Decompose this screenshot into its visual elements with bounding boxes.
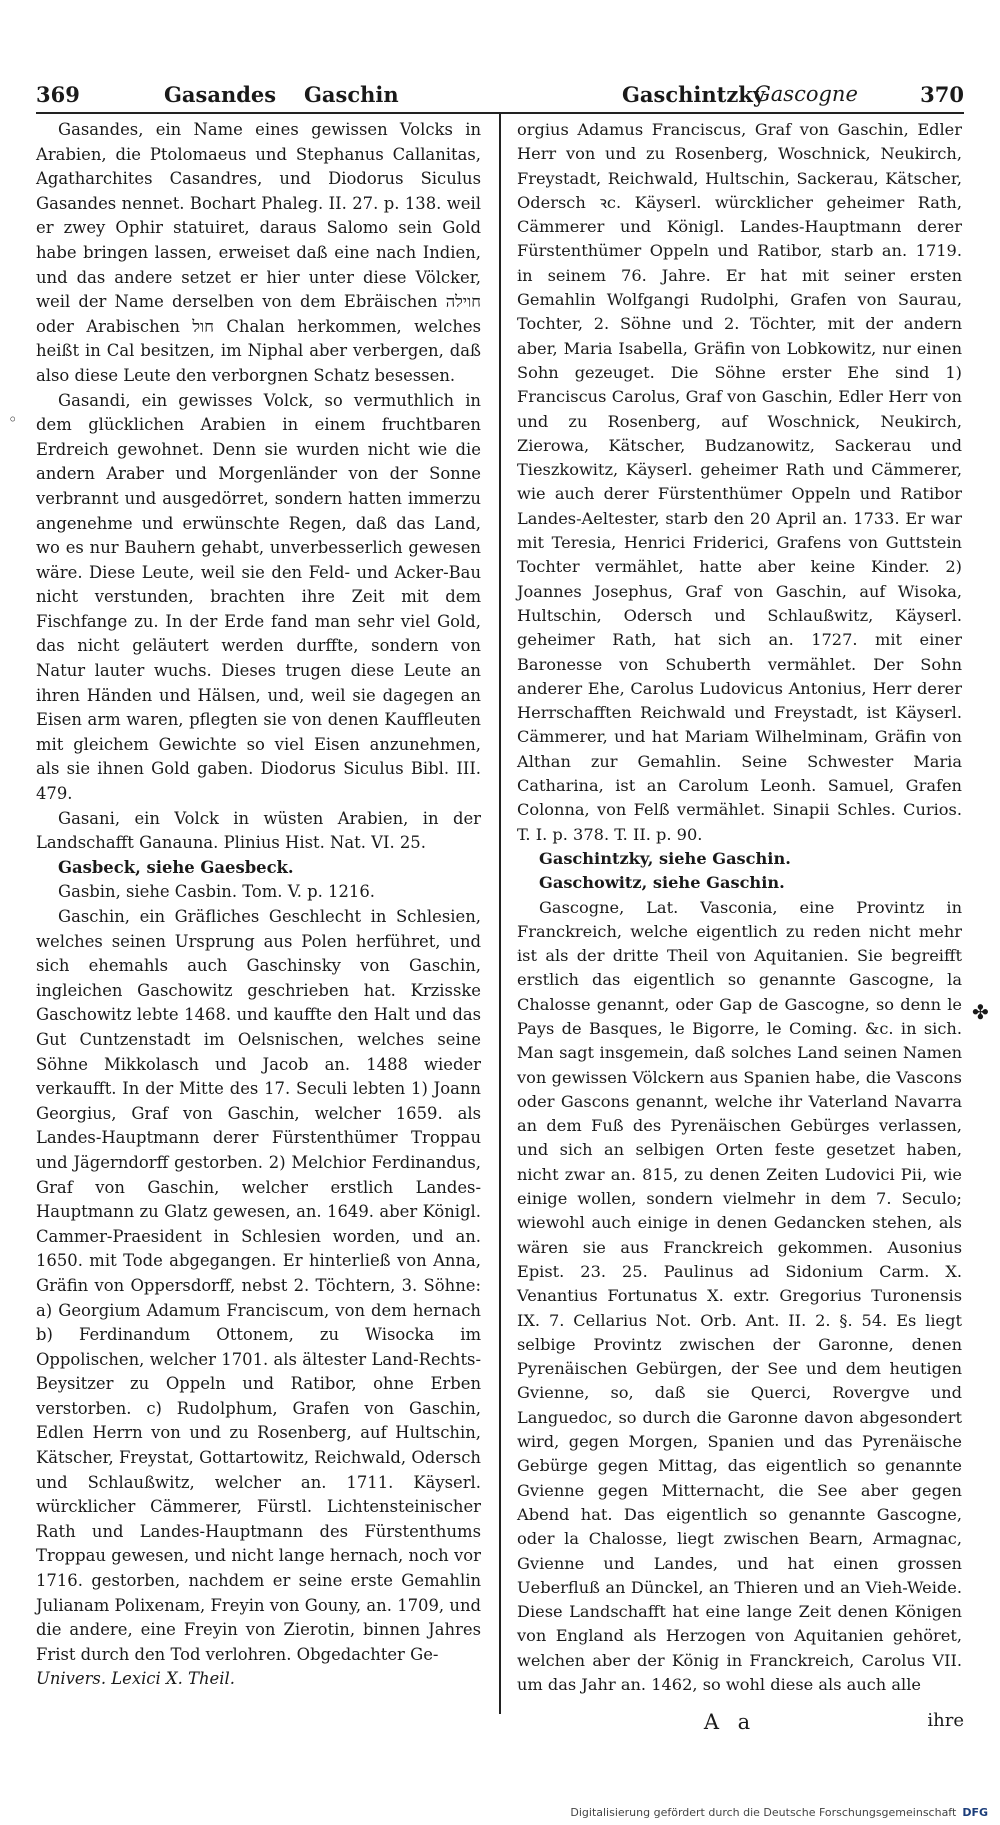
- volume-footer: Univers. Lexici X. Theil.: [36, 1669, 235, 1689]
- right-column: [517, 118, 962, 1718]
- entry-gaschintzky: Gaschintzky, siehe Gaschin.: [539, 848, 791, 868]
- entry-gasbin: Gasbin, siehe Casbin. Tom. V. p. 1216.: [58, 882, 375, 902]
- header-catchword-right-1: Gaschintzky: [622, 82, 766, 107]
- signature-mark: A a: [703, 1710, 757, 1734]
- digitization-note: Digitalisierung gefördert durch die Deutsche Forschungsgemeinschaft: [570, 1805, 957, 1819]
- margin-flourish-icon: ✤: [972, 1000, 989, 1024]
- entry-gaschin: Gaschin, ein Gräfliches Geschlecht in Schlesien, welches seinen Ursprung aus Polen herführet, und sich ehemahls auch Gaschinsky von Gaschin, ingleichen Gaschowitz geschrieben hat. Krzisske Gaschowitz lebte 1468. und kauffte den Halt und das Gut Cuntzenstadt im Oelsnischen, welches seine Söhne Mikkolasch und Jacob an. 1488 wieder verkaufft. In der Mitte des 17. Seculi lebten 1) Joann Georgius, Graf von Gaschin, welcher 1659. als Landes-Hauptmann derer Fürstenthümer Troppau und Jägerndorff gestorben. 2) Melchior Ferdinandus, Graf von Gaschin, welcher erstlich Landes-Hauptmann zu Glatz gewesen, an. 1649. aber Königl. Cammer-Praesident in Schlesien worden, und an. 1650. mit Tode abgegangen. Er hinterließ von Anna, Gräfin von Oppersdorff, nebst 2. Töchtern, 3. Söhne: a) Georgium Adamum Franciscum, von dem hernach b) Ferdinandum Ottonem, zu Wisocka im Oppolischen, welcher 1701. als ältester Land-Rechts-Beysitzer zu Oppeln und Ratibor, ohne Erben verstorben. c) Rudolphum, Grafen von Gaschin, Edlen Herrn von und zu Rosenberg, auf Hultschin, Kätscher, Freystat, Gottartowitz, Reichwald, Odersch und Schlaußwitz, welcher an. 1711. Käyserl. würcklicher Cämmerer, Fürstl. Lichtensteinischer Rath und Landes-Hauptmann des Fürstenthums Troppau gewesen, und nicht lange hernach, noch vor 1716. gestorben, nachdem er seine erste Gemahlin Julianam Polixenam, Freyin von Gouny, an. 1709, und die andere, eine Freyin von Zierotin, binnen Jahres Frist durch den Tod verlohren. Obgedachter Ge-: [36, 907, 481, 1664]
- page-number-left: 369: [36, 82, 80, 107]
- header-catchword-left-1: Gasandes: [164, 82, 277, 107]
- digitization-footer: [570, 1804, 988, 1820]
- entry-gasandi: Gasandi, ein gewisses Volck, so vermuthlich in dem glücklichen Arabien in einem fruchtbaren Erdreich gewohnet. Denn sie wurden nicht wie die andern Araber und Morgenländer von der Sonne verbrannt und ausgedörret, sondern hatten immerzu angenehme und erwünschte Regen, daß das Land, wo es nur Bauhern gehabt, unverbesserlich gewesen wäre. Diese Leute, weil sie den Feld- und Acker-Bau nicht verstunden, brachten ihre Zeit mit dem Fischfange zu. In der Erde fand man sehr viel Gold, das nicht geläutert werden durffte, sondern von Natur lauter wuchs. Dieses trugen diese Leute an ihren Händen und Hälsen, und, weil sie dagegen an Eisen arm waren, pflegten sie von denen Kauffleuten mit gleichem Gewichte so viel Eisen anzunehmen, als sie ihnen Gold gaben. Diodorus Siculus Bibl. III. 479.: [36, 390, 481, 804]
- header-catchword-right-2: Gascogne: [754, 82, 858, 106]
- entry-gascogne: Gascogne, Lat. Vasconia, eine Provintz in Franckreich, welche eigentlich zu reden nicht mehr ist als der dritte Theil von Aquitanien. Sie begreifft erstlich das eigentlich so genannte Gascogne, la Chalosse genannt, oder Gap de Gascogne, so denn le Pays de Basques, le Bigorre, le Coming. &c. in sich. Man sagt insgemein, daß solches Land seinen Namen von gewissen Völckern aus Spanien habe, die Vascons oder Gascons genannt, welche ihr Vaterland Navarra an dem Fuß des Pyrenäischen Gebürges verlassen, und sich an selbigen Orten feste gesetzet haben, nicht zwar an. 815, zu denen Zeiten Ludovici Pii, wie einige wollen, sondern vielmehr in dem 7. Seculo; wiewohl auch einige in denen Gedancken stehen, als wären sie aus Franckreich gekommen. Ausonius Epist. 23. 25. Paulinus ad Sidonium Carm. X. Venantius Fortunatus X. extr. Gregorius Turonensis IX. 7. Cellarius Not. Orb. Ant. II. 2. §. 54. Es liegt selbige Provintz zwischen der Garonne, denen Pyrenäischen Gebürgen, der See und dem heutigen Gvienne, so, daß sie Querci, Rovergve und Languedoc, so durch die Garonne davon abgesondert wird, gegen Morgen, Spanien und das Pyrenäische Gebürge gegen Mittag, das eigentlich so genannte Gvienne gegen Mitternacht, die See aber gegen Abend hat. Das eigentlich so genannte Gascogne, oder la Chalosse, liegt zwischen Bearn, Armagnac, Gvienne und Landes, und hat einen grossen Ueberfluß an Dünckel, an Thieren und an Vieh-Weide. Diese Landschafft hat eine lange Zeit denen Königen von England als Herzogen von Aquitanien gehöret, welchen aber der König in Franckreich, Carolus VII. um das Jahr an. 1462, so wohl diese als auch alle: [517, 897, 962, 1694]
- left-column: [36, 118, 481, 1718]
- margin-mark-icon: ◦: [8, 410, 18, 429]
- entry-gasandes: Gasandes, ein Name eines gewissen Volcks in Arabien, die Ptolomaeus und Stephanus Callanitas, Agatharchites Casandres, und Diodorus Siculus Gasandes nennet. Bochart Phaleg. II. 27. p. 138. weil er zwey Ophir statuiret, daraus Salomo sein Gold habe bringen lassen, erweiset daß eine nach Indien, und das andere setzet er hier unter diese Völcker, weil der Name derselben von dem Ebräischen חוילה oder Arabischen חול Chalan herkommen, welches heißt in Cal besitzen, im Niphal aber verbergen, daß also diese Leute den verborgnen Schatz besessen.: [36, 120, 481, 385]
- entry-gaschin-continued: orgius Adamus Franciscus, Graf von Gaschin, Edler Herr von und zu Rosenberg, Woschnick, Neukirch, Freystadt, Reichwald, Hultschin, Sackerau, Kätscher, Odersch ꝛc. Käyserl. würcklicher geheimer Rath, Cämmerer und Königl. Landes-Hauptmann derer Fürstenthümer Oppeln und Ratibor, starb an. 1719. in seinem 76. Jahre. Er hat mit seiner ersten Gemahlin Wolfgangi Rudolphi, Grafen von Saurau, Tochter, 2. Söhne und 2. Töchter, mit der andern aber, Maria Isabella, Gräfin von Lobkowitz, nur einen Sohn gezeuget. Die Söhne erster Ehe sind 1) Franciscus Carolus, Graf von Gaschin, Edler Herr von und zu Rosenberg, auf Woschnick, Neukirch, Zierowa, Kätscher, Budzanowitz, Sackerau und Tieszkowitz, Käyserl. geheimer Rath und Cämmerer, wie auch derer Fürstenthümer Oppeln und Ratibor Landes-Aeltester, starb den 20 April an. 1733. Er war mit Teresia, Henrici Friderici, Grafens von Guttstein Tochter vermählet, hatte aber keine Kinder. 2) Joannes Josephus, Graf von Gaschin, auf Wisoka, Hultschin, Odersch und Schlaußwitz, Käyserl. geheimer Rath, hat sich an. 1727. mit einer Baronesse von Schuberth vermählet. Der Sohn anderer Ehe, Carolus Ludovicus Antonius, Herr derer Herrschafften Reichwald und Freystadt, ist Käyserl. Cämmerer, und hat Mariam Wilhelminam, Gräfin von Althan zur Gemahlin. Seine Schwester Maria Catharina, ist an Carolum Leonh. Samuel, Grafen Colonna, von Felß vermählet. Sinapii Schles. Curios. T. I. p. 378. T. II. p. 90.: [517, 120, 962, 844]
- header-catchword-left-2: Gaschin: [304, 82, 399, 107]
- entry-gasbeck: Gasbeck, siehe Gaesbeck.: [58, 857, 294, 877]
- entry-gasani: Gasani, ein Volck in wüsten Arabien, in der Landschafft Ganauna. Plinius Hist. Nat. VI. 25.: [36, 808, 481, 853]
- page-number-right: 370: [920, 82, 964, 107]
- column-divider: [499, 114, 501, 1714]
- running-header: [36, 82, 964, 112]
- entry-gaschowitz: Gaschowitz, siehe Gaschin.: [539, 873, 785, 893]
- dfg-logo: DFG: [962, 1805, 988, 1819]
- catchword: ihre: [927, 1710, 964, 1731]
